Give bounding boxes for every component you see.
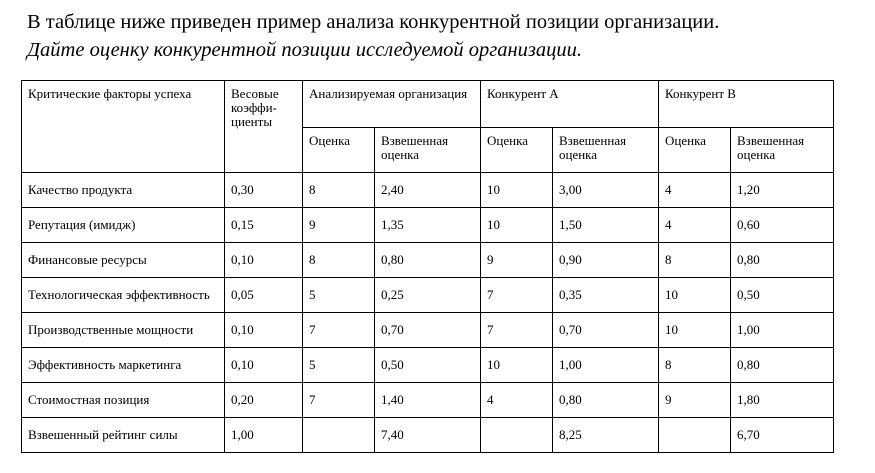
score-cell — [303, 418, 375, 453]
weighted-cell: 0,50 — [731, 278, 834, 313]
score-cell — [481, 418, 553, 453]
header-group-analyzed-org: Анализируемая организация — [303, 81, 481, 128]
weight-cell: 0,10 — [225, 313, 303, 348]
weighted-cell: 0,90 — [553, 243, 659, 278]
weighted-cell: 0,70 — [375, 313, 481, 348]
weighted-cell: 1,40 — [375, 383, 481, 418]
table-row-total — [22, 418, 834, 453]
factor-name: Стоимостная позиция — [22, 383, 225, 418]
score-cell: 10 — [481, 348, 553, 383]
table-row — [22, 243, 834, 278]
weighted-cell: 0,60 — [731, 208, 834, 243]
weighted-cell: 3,00 — [553, 173, 659, 208]
weighted-cell: 0,80 — [731, 348, 834, 383]
weighted-cell: 0,35 — [553, 278, 659, 313]
factor-name: Качество продукта — [22, 173, 225, 208]
competitive-position-table — [21, 80, 834, 453]
weight-cell: 0,10 — [225, 243, 303, 278]
factor-name: Взвешенный рейтинг силы — [22, 418, 225, 453]
header-weighted: Взвешенная оценка — [553, 128, 659, 173]
weighted-cell: 7,40 — [375, 418, 481, 453]
weighted-cell: 2,40 — [375, 173, 481, 208]
weighted-cell: 1,20 — [731, 173, 834, 208]
score-cell: 7 — [481, 313, 553, 348]
weight-cell: 0,05 — [225, 278, 303, 313]
score-cell: 8 — [659, 243, 731, 278]
score-cell: 10 — [481, 173, 553, 208]
score-cell: 7 — [303, 383, 375, 418]
score-cell — [659, 418, 731, 453]
score-cell: 4 — [481, 383, 553, 418]
score-cell: 10 — [481, 208, 553, 243]
factor-name: Технологическая эффективность — [22, 278, 225, 313]
header-score: Оценка — [303, 128, 375, 173]
score-cell: 5 — [303, 278, 375, 313]
weighted-cell: 1,50 — [553, 208, 659, 243]
header-weighted: Взвешенная оценка — [731, 128, 834, 173]
weighted-cell: 1,00 — [731, 313, 834, 348]
score-cell: 7 — [481, 278, 553, 313]
score-cell: 8 — [303, 243, 375, 278]
factor-name: Эффективность маркетинга — [22, 348, 225, 383]
intro-text — [27, 8, 867, 64]
weighted-cell: 1,00 — [553, 348, 659, 383]
weighted-cell: 0,80 — [731, 243, 834, 278]
weight-cell: 0,20 — [225, 383, 303, 418]
factor-name: Финансовые ресурсы — [22, 243, 225, 278]
table-row — [22, 313, 834, 348]
table-row — [22, 383, 834, 418]
factor-name: Производственные мощности — [22, 313, 225, 348]
score-cell: 5 — [303, 348, 375, 383]
score-cell: 9 — [659, 383, 731, 418]
factor-name: Репутация (имидж) — [22, 208, 225, 243]
weighted-cell: 0,50 — [375, 348, 481, 383]
score-cell: 4 — [659, 173, 731, 208]
weight-cell: 0,15 — [225, 208, 303, 243]
weight-cell: 1,00 — [225, 418, 303, 453]
weighted-cell: 1,80 — [731, 383, 834, 418]
header-group-competitor-b: Конкурент В — [659, 81, 834, 128]
weighted-cell: 0,70 — [553, 313, 659, 348]
table-row — [22, 348, 834, 383]
table-row — [22, 278, 834, 313]
score-cell: 10 — [659, 313, 731, 348]
weighted-cell: 0,80 — [375, 243, 481, 278]
intro-line-1: В таблице ниже приведен пример анализа конкурентной позиции организации. — [27, 11, 720, 33]
intro-line-2-task: Дайте оценку конкурентной позиции исследуемой организации. — [27, 39, 583, 61]
score-cell: 9 — [303, 208, 375, 243]
header-group-competitor-a: Конкурент А — [481, 81, 659, 128]
weighted-cell: 1,35 — [375, 208, 481, 243]
score-cell: 8 — [303, 173, 375, 208]
score-cell: 8 — [659, 348, 731, 383]
weighted-cell: 6,70 — [731, 418, 834, 453]
header-score: Оценка — [659, 128, 731, 173]
score-cell: 4 — [659, 208, 731, 243]
weighted-cell: 8,25 — [553, 418, 659, 453]
table-row — [22, 173, 834, 208]
score-cell: 7 — [303, 313, 375, 348]
weighted-cell: 0,25 — [375, 278, 481, 313]
score-cell: 10 — [659, 278, 731, 313]
weighted-cell: 0,80 — [553, 383, 659, 418]
header-weighted: Взвешенная оценка — [375, 128, 481, 173]
header-weight: Весовые коэффи-циенты — [225, 81, 303, 173]
table-row — [22, 208, 834, 243]
score-cell: 9 — [481, 243, 553, 278]
header-score: Оценка — [481, 128, 553, 173]
weight-cell: 0,10 — [225, 348, 303, 383]
header-factors: Критические факторы успеха — [22, 81, 225, 173]
weight-cell: 0,30 — [225, 173, 303, 208]
